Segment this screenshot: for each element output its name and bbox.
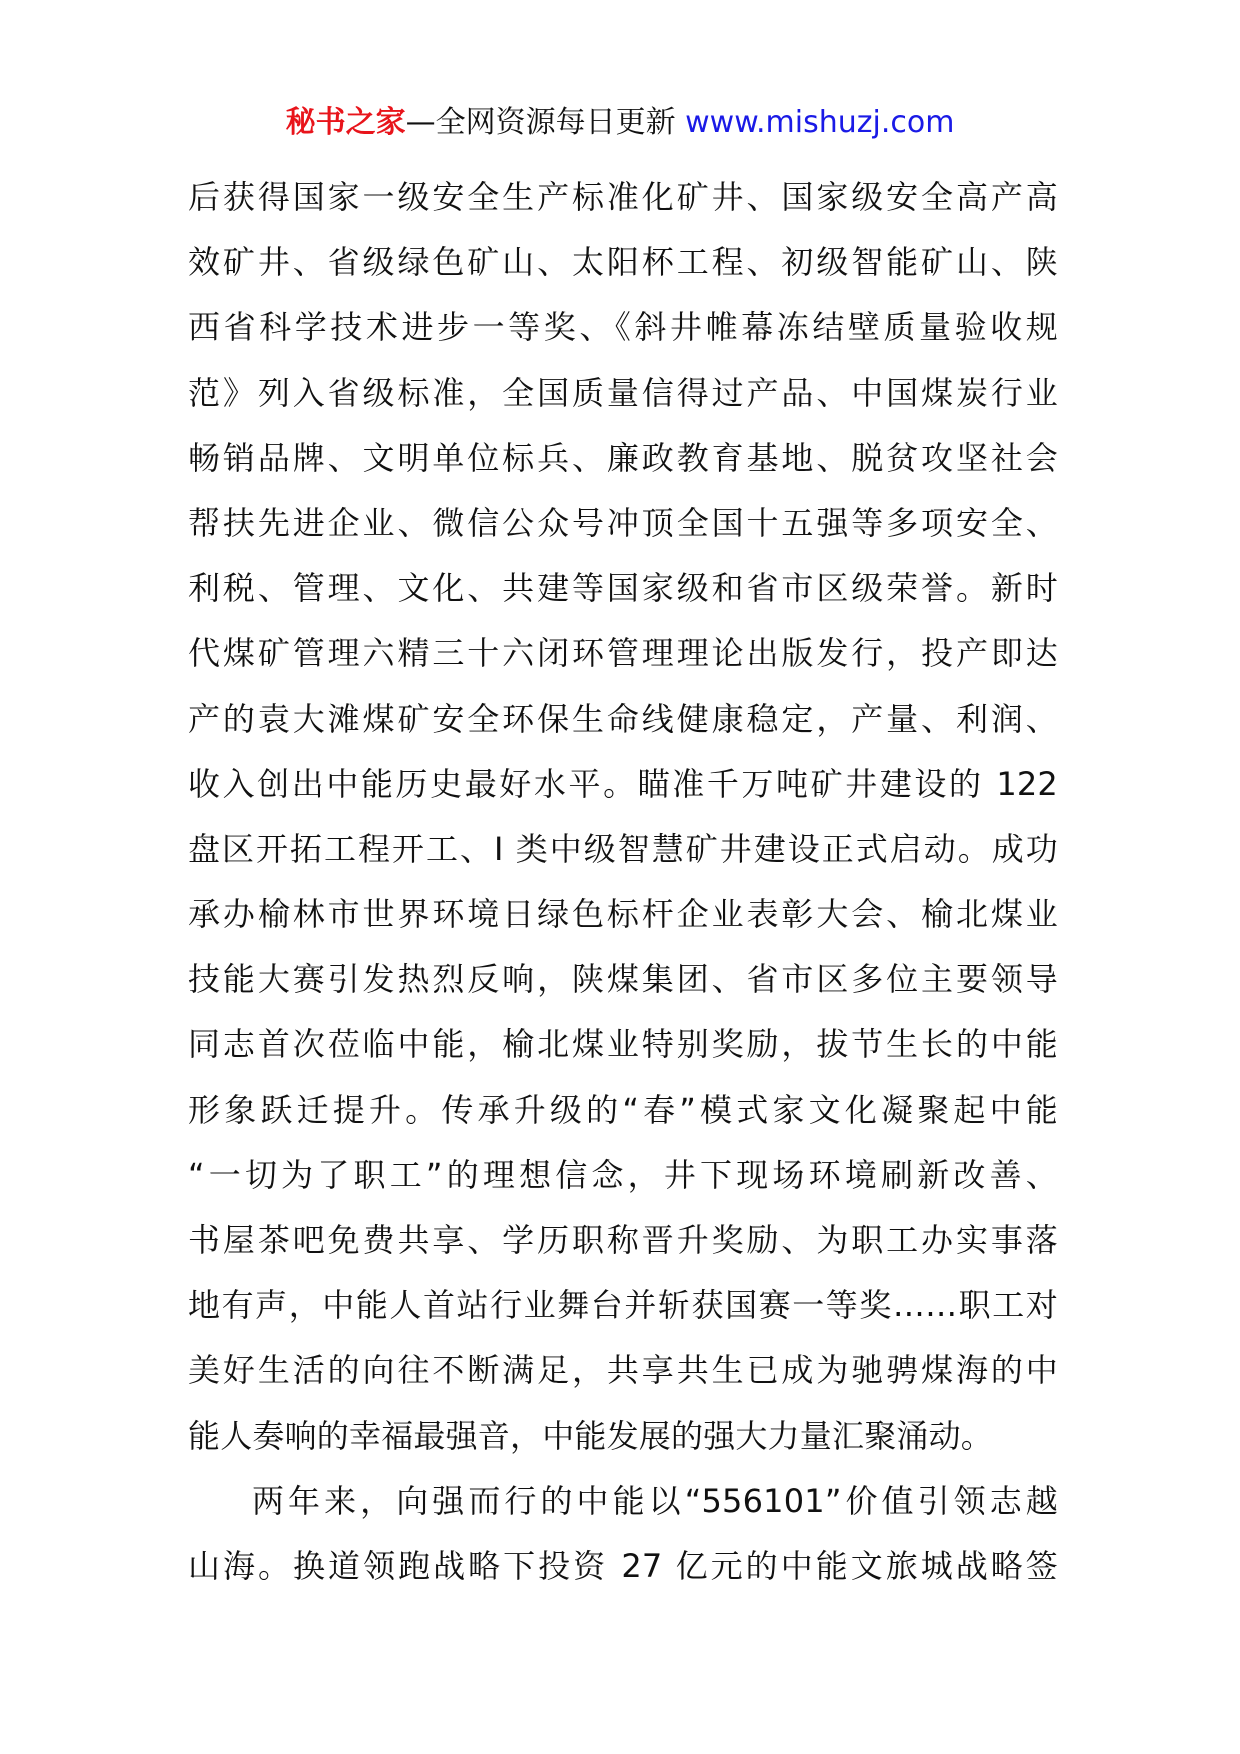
document-body	[188, 165, 1058, 1599]
paragraph-start-line: 两年来，向强而行的中能以“556101”价值引领志越	[252, 1481, 1058, 1520]
text-line: 利税、管理、文化、共建等国家级和省市区级荣誉。新时	[188, 569, 1058, 608]
text-line: 山海。换道领跑战略下投资 27 亿元的中能文旅城战略签	[188, 1546, 1058, 1585]
text-line: 地有声，中能人首站行业舞台并斩获国赛一等奖……职工对	[188, 1286, 1058, 1325]
text-line: 美好生活的向往不断满足，共享共生已成为驰骋煤海的中	[188, 1351, 1058, 1390]
text-line: 西省科学技术进步一等奖、《斜井帷幕冻结壁质量验收规	[188, 308, 1058, 347]
text-line: 帮扶先进企业、微信公众号冲顶全国十五强等多项安全、	[188, 503, 1058, 542]
text-line: 后获得国家一级安全生产标准化矿井、国家级安全高产高	[188, 178, 1058, 216]
text-line: 产的袁大滩煤矿安全环保生命线健康稳定，产量、利润、	[188, 699, 1058, 738]
header-tagline: —全网资源每日更新	[405, 105, 676, 140]
text-line: 范》列入省级标准，全国质量信得过产品、中国煤炭行业	[188, 373, 1058, 412]
page-header	[0, 103, 1240, 143]
paragraph-end-line: 能人奏响的幸福最强音，中能发展的强大力量汇聚涌动。	[188, 1416, 994, 1455]
text-line: “一切为了职工”的理想信念，井下现场环境刷新改善、	[188, 1155, 1058, 1194]
brand-name: 秘书之家	[285, 105, 406, 140]
text-line: 承办榆林市世界环境日绿色标杆企业表彰大会、榆北煤业	[188, 895, 1058, 934]
text-line: 盘区开拓工程开工、I 类中级智慧矿井建设正式启动。成功	[188, 829, 1058, 868]
site-url-link[interactable]: www.mishuzj.com	[685, 105, 955, 140]
text-line: 同志首次莅临中能，榆北煤业特别奖励，拔节生长的中能	[188, 1025, 1058, 1064]
text-line: 形象跃迁提升。传承升级的“春”模式家文化凝聚起中能	[188, 1090, 1058, 1129]
text-line: 收入创出中能历史最好水平。瞄准千万吨矿井建设的 122	[188, 764, 1058, 803]
text-line: 畅销品牌、文明单位标兵、廉政教育基地、脱贫攻坚社会	[188, 438, 1058, 477]
text-line: 代煤矿管理六精三十六闭环管理理论出版发行，投产即达	[188, 634, 1058, 673]
text-line: 技能大赛引发热烈反响，陕煤集团、省市区多位主要领导	[188, 960, 1058, 999]
text-line: 效矿井、省级绿色矿山、太阳杯工程、初级智能矿山、陕	[188, 243, 1058, 282]
text-line: 书屋茶吧免费共享、学历职称晋升奖励、为职工办实事落	[188, 1221, 1058, 1259]
